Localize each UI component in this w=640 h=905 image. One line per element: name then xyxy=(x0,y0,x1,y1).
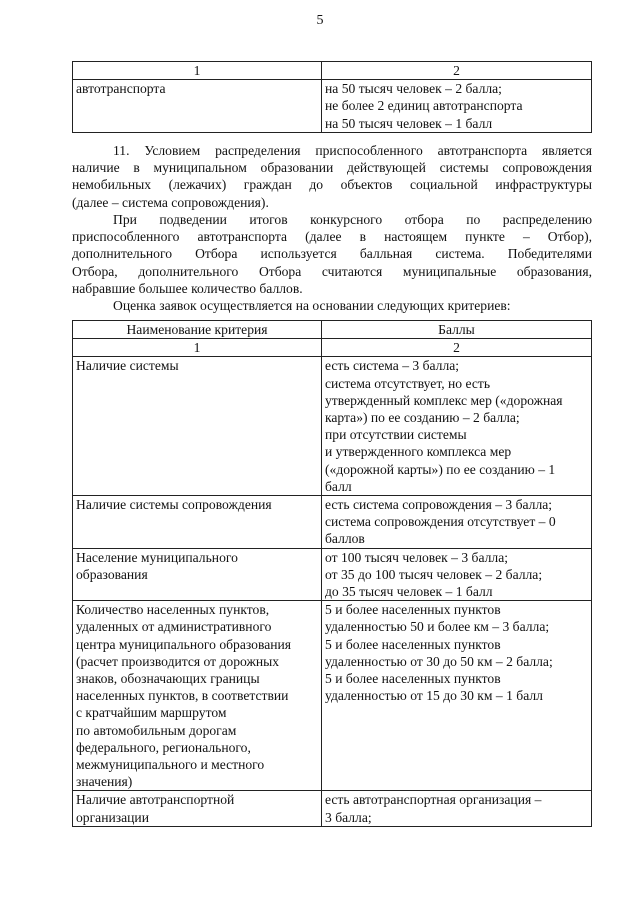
points-cell xyxy=(322,548,592,601)
cell-line: утвержденный комплекс мер («дорожная xyxy=(325,392,563,408)
paragraph-line: Отбора, дополнительного Отбора считаются муниципальные образования, xyxy=(72,263,592,279)
table-row xyxy=(73,548,592,601)
paragraph-line: немобильных (лежачих) граждан до объектов социальной инфраструктуры xyxy=(72,177,592,193)
column-number: 1 xyxy=(73,62,322,80)
criterion-name-cell xyxy=(73,548,322,601)
cell-line: по автомобильным дорогам xyxy=(76,722,237,738)
cell-line: Наличие системы xyxy=(76,358,179,374)
criterion-name-cell xyxy=(73,601,322,791)
cell-line: образования xyxy=(76,566,148,582)
points-cell xyxy=(322,791,592,826)
continuation-table xyxy=(72,61,592,133)
cell-line: населенных пунктов, в соответствии xyxy=(76,688,289,704)
cell-line: знаков, обозначающих границы xyxy=(76,671,260,687)
points-cell xyxy=(322,601,592,791)
cell-line: при отсутствии системы xyxy=(325,427,467,443)
cell-line: Наличие системы сопровождения xyxy=(76,497,272,513)
cell-line: система отсутствует, но есть xyxy=(325,375,491,391)
cell-line: 5 и более населенных пунктов xyxy=(325,636,501,652)
criterion-name-cell xyxy=(73,496,322,549)
cell-line: и утвержденного комплекса мер xyxy=(325,444,512,460)
paragraph-line: набравшие большее количество баллов. xyxy=(72,280,303,296)
cell-line: организации xyxy=(76,809,149,825)
points-header: Баллы xyxy=(322,321,592,339)
paragraph-line: наличие в муниципальном образовании действующей системы сопровождения xyxy=(72,160,592,176)
criterion-name-cell xyxy=(73,791,322,826)
cell-line: не более 2 единиц автотранспорта xyxy=(325,98,523,114)
table-row xyxy=(73,80,592,133)
table-row xyxy=(73,601,592,791)
table-row xyxy=(73,496,592,549)
cell-line: удаленных от административного xyxy=(76,619,272,635)
criteria-intro: Оценка заявок осуществляется на основании следующих критериев: xyxy=(113,298,511,313)
cell-line: есть система – 3 балла; xyxy=(325,358,460,374)
paragraph-selection xyxy=(72,211,592,297)
cell-line: 3 балла; xyxy=(325,809,372,825)
paragraph-11 xyxy=(72,142,592,211)
paragraph-line: (далее – система сопровождения). xyxy=(72,194,269,210)
page-number: 5 xyxy=(316,13,324,28)
cell-line: на 50 тысяч человек – 2 балла; xyxy=(325,81,502,97)
cell-line: с кратчайшим маршрутом xyxy=(76,705,227,721)
column-number: 2 xyxy=(322,339,592,357)
paragraph-line: 11. Условием распределения приспособленного автотранспорта является xyxy=(113,143,592,158)
cell-line: автотранспорта xyxy=(76,81,166,97)
paragraph-line: дополнительного Отбора используется балльная система. Победителями xyxy=(72,246,592,262)
cell-line: есть автотранспортная организация – xyxy=(325,792,542,808)
cell-line: удаленностью от 30 до 50 км – 2 балла; xyxy=(325,653,553,669)
table-row xyxy=(73,357,592,496)
cell-line: система сопровождения отсутствует – 0 xyxy=(325,514,556,530)
points-cell xyxy=(322,80,592,133)
paragraph-line: приспособленного автотранспорта (далее в настоящем пункте – Отбор), xyxy=(72,229,592,245)
cell-line: карта») по ее созданию – 2 балла; xyxy=(325,410,520,426)
table-number-row xyxy=(73,339,592,357)
cell-line: 5 и более населенных пунктов xyxy=(325,602,501,618)
cell-line: есть система сопровождения – 3 балла; xyxy=(325,497,553,513)
table-header-row xyxy=(73,62,592,80)
cell-line: баллов xyxy=(325,531,365,547)
points-cell xyxy=(322,496,592,549)
cell-line: удаленностью от 15 до 30 км – 1 балл xyxy=(325,688,543,704)
cell-line: на 50 тысяч человек – 1 балл xyxy=(325,115,493,131)
cell-line: до 35 тысяч человек – 1 балл xyxy=(325,584,493,600)
points-cell xyxy=(322,357,592,496)
column-number: 2 xyxy=(322,62,592,80)
cell-line: 5 и более населенных пунктов xyxy=(325,671,501,687)
cell-line: значения) xyxy=(76,774,133,790)
cell-line: межмуниципального и местного xyxy=(76,757,265,773)
criteria-table xyxy=(72,320,592,827)
cell-line: центра муниципального образования xyxy=(76,636,292,652)
criterion-name-header: Наименование критерия xyxy=(73,321,322,339)
table-row xyxy=(73,791,592,826)
criterion-name-cell xyxy=(73,357,322,496)
cell-line: Количество населенных пунктов, xyxy=(76,602,270,618)
cell-line: («дорожной карты») по ее созданию – 1 xyxy=(325,461,556,477)
cell-line: федерального, регионального, xyxy=(76,739,251,755)
cell-line: (расчет производится от дорожных xyxy=(76,653,280,669)
cell-line: балл xyxy=(325,478,352,494)
criterion-name-cell xyxy=(73,80,322,133)
cell-line: от 35 до 100 тысяч человек – 2 балла; xyxy=(325,566,543,582)
paragraph-line: При подведении итогов конкурсного отбора по распределению xyxy=(113,212,592,227)
cell-line: удаленностью 50 и более км – 3 балла; xyxy=(325,619,550,635)
cell-line: Население муниципального xyxy=(76,549,238,565)
cell-line: Наличие автотранспортной xyxy=(76,792,235,808)
table-header-row xyxy=(73,321,592,339)
column-number: 1 xyxy=(73,339,322,357)
cell-line: от 100 тысяч человек – 3 балла; xyxy=(325,549,509,565)
